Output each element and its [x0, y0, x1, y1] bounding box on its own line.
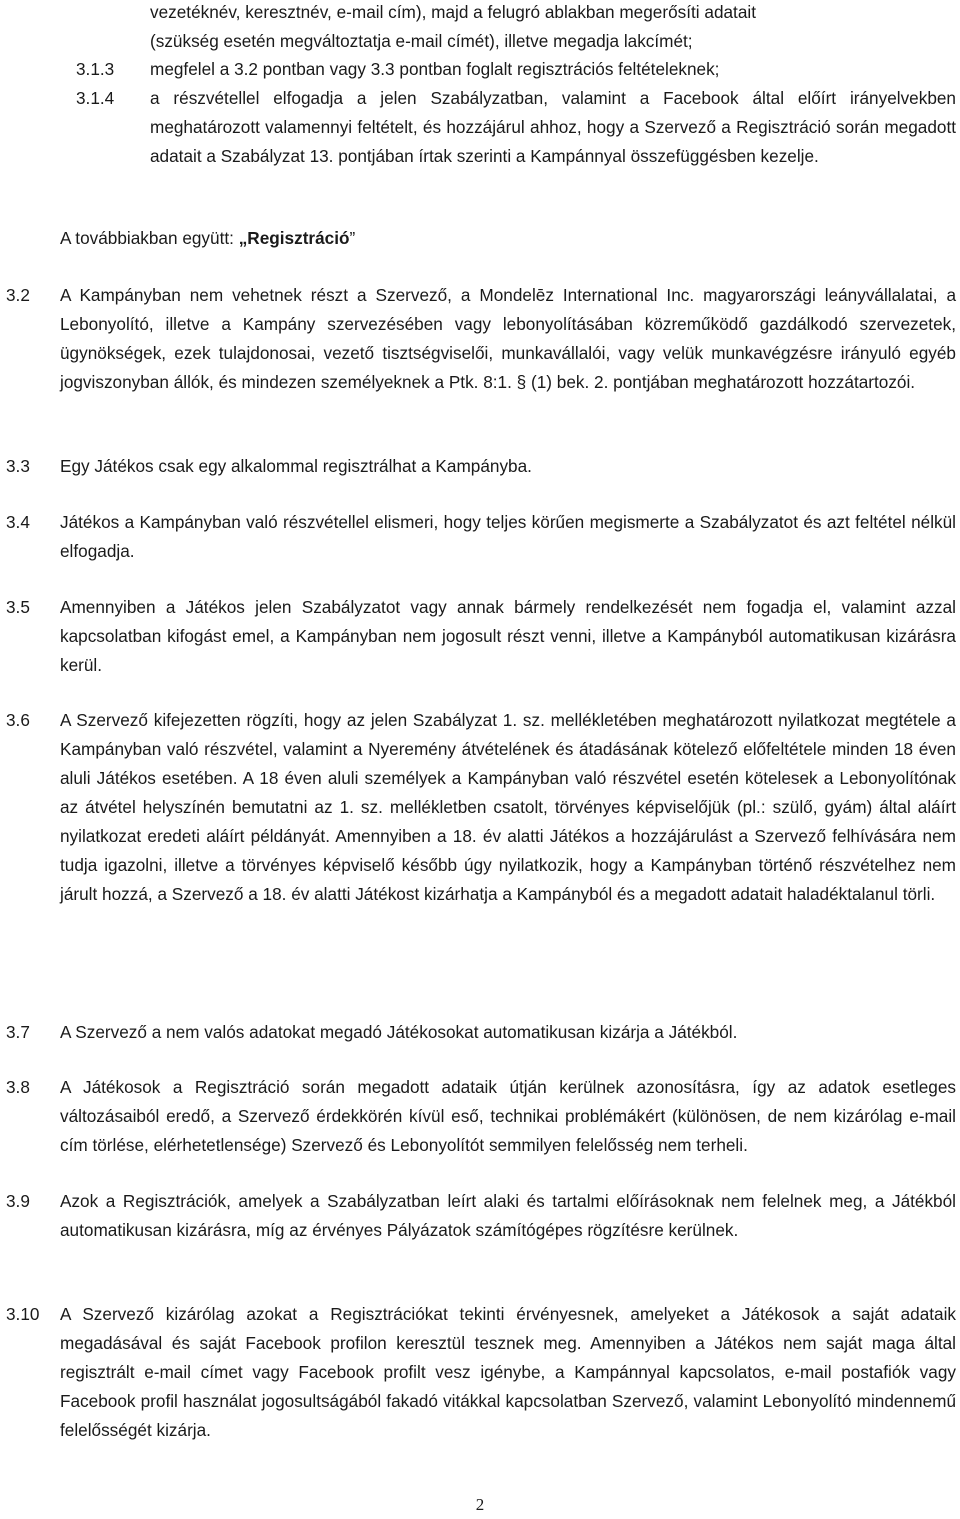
section-text: Egy Játékos csak egy alkalommal regisztrálhat a Kampányba.: [60, 456, 532, 476]
definition-note: [60, 224, 355, 253]
section-text: A Kampányban nem vehetnek részt a Szervező, a Mondelēz International Inc. magyarországi leányvállalatai, a Lebonyolító, illetve a Kampány szervezésében vagy lebonyolításában közreműködő gazdálkodó szervezetek, ügynökségek, ezek tulajdonosai, vezető tisztségviselői, munkavállalói, vagy velük munkavégzésre irányuló egyéb jogviszonyban állók, és mindezen személyeknek a Ptk. 8:1. § (1) bek. 2. pontjában meghatározott hozzátartozói.: [60, 285, 956, 392]
section-number: 3.10: [6, 1304, 40, 1324]
section-text: A Szervező kifejezetten rögzíti, hogy az jelen Szabályzat 1. sz. mellékletében meghatározott nyilatkozat megtétele a Kampányban való részvétel, valamint a Nyeremény átvételének és átadásának kötelező előfeltétele minden 18 éven aluli Játékos esetében. A 18 éven aluli személyek a Kampányban való részvétel esetén kötelesek a Lebonyolítónak az átvétel helyszínén bemutatni az 1. sz. mellékletben csatolt, törvényes képviselőjük (pl.: szülő, gyám) által aláírt nyilatkozat eredeti aláírt példányát. Amennyiben a 18. év alatti Játékos a hozzájárulást a Szervező felhívására nem tudja igazolni, illetve a törvényes képviselő később úgy nyilatkozik, hogy a Kampányban történő részvételhez nem járult hozzá, a Szervező a 18. év alatti Játékost kizárhatja a Kampányból és a megadott adatait haladéktalanul törli.: [60, 710, 956, 904]
subsection-text: a részvétellel elfogadja a jelen Szabályzatban, valamint a Facebook által előírt irányelvekben meghatározott valamennyi feltételt, és hozzájárul ahhoz, hogy a Szervező a Regisztráció során megadott adatait a Szabályzat 13. pontjában írtak szerinti a Kampánnyal összefüggésben kezelje.: [150, 88, 956, 166]
section-number: 3.3: [6, 456, 30, 476]
subsection-number: 3.1.4: [76, 88, 115, 108]
definition-close-quote: ”: [349, 228, 356, 248]
section-number: 3.2: [6, 285, 30, 305]
continuation-line: (szükség esetén megváltoztatja e-mail címét), illetve megadja lakcímét;: [150, 31, 693, 51]
section-number: 3.7: [6, 1022, 30, 1042]
section-text: A Szervező kizárólag azokat a Regisztrációkat tekinti érvényesnek, amelyeket a Játékosok a saját adataik megadásával és saját Facebook profilon keresztül tesznek meg. Amennyiben a Játékos nem saját maga által regisztrált e-mail címet vagy Facebook profilt vesz igénybe, a Kampánnyal kapcsolatos, e-mail postafiók vagy Facebook profil használat jogosultságából fakadó vitákkal kapcsolatban Szervező, valamint Lebonyolító mindennemű felelősségét kizárja.: [60, 1304, 956, 1440]
section-text: Játékos a Kampányban való részvétellel elismeri, hogy teljes körűen megismerte a Szabályzatot és azt feltétel nélkül elfogadja.: [60, 512, 956, 561]
definition-term: Regisztráció: [247, 228, 350, 248]
section-text: A Játékosok a Regisztráció során megadott adataik útján kerülnek azonosításra, így az adatok esetleges változásaiból eredő, a Szervező érdekkörén kívül eső, technikai problémákért (különösen, de nem kizárólag e-mail cím törlése, elérhetetlensége) Szervező és Lebonyolítót semmilyen felelősség nem terheli.: [60, 1077, 956, 1155]
section-text: Amennyiben a Játékos jelen Szabályzatot vagy annak bármely rendelkezését nem fogadja el, valamint azzal kapcsolatban kifogást emel, a Kampányban nem jogosult részt venni, illetve a Kampányból automatikusan kizárásra kerül.: [60, 597, 956, 675]
subsection-number: 3.1.3: [76, 59, 115, 79]
section-number: 3.8: [6, 1077, 30, 1097]
subsection-text: megfelel a 3.2 pontban vagy 3.3 pontban foglalt regisztrációs feltételeknek;: [150, 59, 720, 79]
section-text: Azok a Regisztrációk, amelyek a Szabályzatban leírt alaki és tartalmi előírásoknak nem felelnek meg, a Játékból automatikusan kizárásra, míg az érvényes Pályázatok számítógépes rögzítésre kerülnek.: [60, 1191, 956, 1240]
section-number: 3.4: [6, 512, 30, 532]
continuation-line: vezetéknév, keresztnév, e-mail cím), majd a felugró ablakban megerősíti adatait: [150, 2, 756, 22]
definition-open-quote: „: [238, 228, 248, 248]
section-number: 3.9: [6, 1191, 30, 1211]
section-number: 3.5: [6, 597, 30, 617]
section-number: 3.6: [6, 710, 30, 730]
section-text: A Szervező a nem valós adatokat megadó Játékosokat automatikusan kizárja a Játékból.: [60, 1022, 738, 1042]
page-number: 2: [475, 1495, 485, 1514]
definition-prefix: A továbbiakban együtt:: [60, 228, 239, 248]
